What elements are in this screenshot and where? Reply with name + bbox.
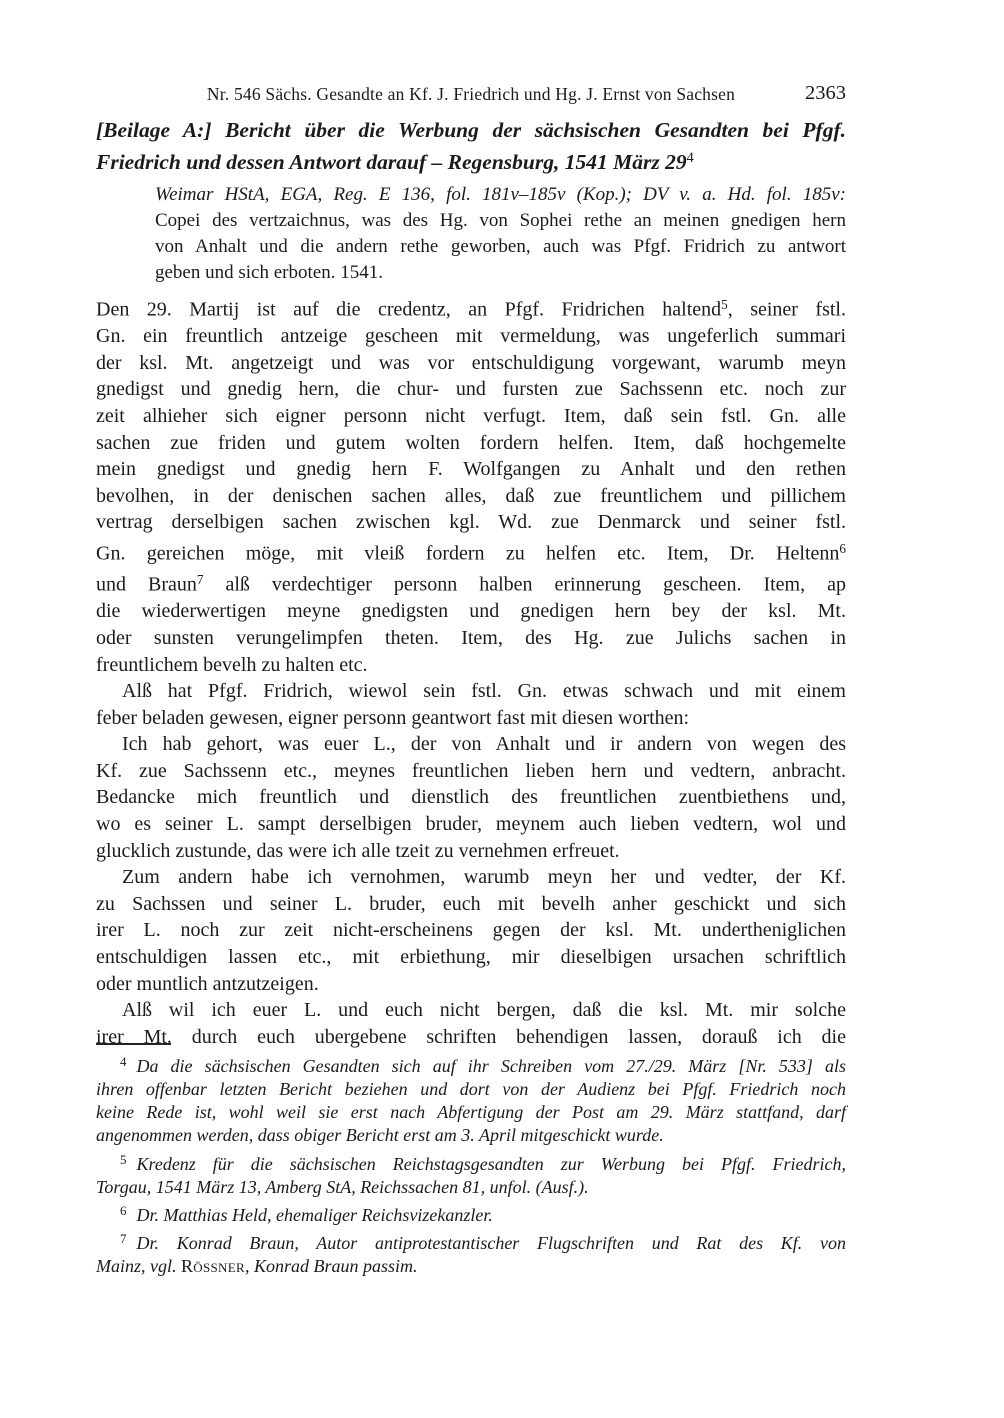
text-span: irer Mt. durch euch ubergebene schriften behendigen lassen, dorauß ich die xyxy=(96,1025,846,1048)
paragraph-2 xyxy=(96,678,846,731)
footnote-line xyxy=(96,1101,846,1124)
text-span: sachen zue friden und gutem wolten fordern helfen. Item, daß hochgemelte xyxy=(96,431,846,454)
text-span: Copei des vertzaichnus, was des Hg. von Sophei rethe an meinen gnedigen hern xyxy=(155,210,846,231)
text-span: Kf. zue Sachssenn etc., meynes freuntlichen lieben hern und vedtern, anbracht. xyxy=(96,759,846,782)
body-line xyxy=(96,430,846,457)
text-span: Kredenz für die sächsischen Reichstagsgesandten zur Werbung bei Pfgf. Friedrich, xyxy=(136,1153,846,1174)
text-span: Gn. ein freuntlich antzeige gescheen mit vermeldung, was ungeferlich summari xyxy=(96,325,846,348)
footnote-line xyxy=(96,1078,846,1101)
footnote-line xyxy=(96,1176,846,1199)
body-line xyxy=(96,350,846,377)
footnote-5 xyxy=(96,1148,846,1199)
text-span: irer L. noch zur zeit nicht-erscheinens gegen der ksl. Mt. undertheniglichen xyxy=(96,919,846,942)
text-span: Bedancke mich freuntlich und dienstlich des freuntlichen zuentbiethens und, xyxy=(96,786,846,809)
text-span: Weimar HStA, EGA, Reg. E 136, fol. 181v–185v (Kop.); DV v. a. Hd. fol. 185v: xyxy=(155,184,846,205)
title-line xyxy=(96,144,846,176)
text-span: Torgau, 1541 März 13, Amberg StA, Reichssachen 81, unfol. (Ausf.). xyxy=(96,1176,589,1197)
text-span: zeit alhieher sich eigner personn nicht verfugt. Item, daß sein fstl. Gn. alle xyxy=(96,404,846,427)
body-line xyxy=(96,292,846,323)
text-span: die wiederwertigen meyne gnedigsten und gnedigen hern bey der ksl. Mt. xyxy=(96,600,846,623)
body-line xyxy=(96,971,846,998)
text-span: , seiner fstl. xyxy=(727,298,846,321)
body-line xyxy=(96,784,846,811)
paragraph-5 xyxy=(96,997,846,1050)
page-header xyxy=(96,81,846,107)
body-line xyxy=(96,1024,846,1051)
paragraph-1 xyxy=(96,292,846,678)
text-span: Gn. gereichen möge, mit vleiß fordern zu helfen etc. Item, Dr. Heltenn xyxy=(96,542,840,565)
footnote-line xyxy=(96,1199,846,1227)
paragraph-4 xyxy=(96,864,846,997)
body-line xyxy=(96,376,846,403)
source-line xyxy=(155,234,846,260)
text-span: Dr. Matthias Held, ehemaliger Reichsvizekanzler. xyxy=(136,1204,493,1225)
footnote-reference: 6 xyxy=(839,540,846,556)
text-span: Mainz, vgl. xyxy=(96,1255,181,1276)
paragraph-3 xyxy=(96,731,846,864)
text-span: , Konrad Braun passim. xyxy=(244,1255,418,1276)
text-span: Dr. Konrad Braun, Autor antiprotestantischer Flugschriften und Rat des Kf. von xyxy=(136,1232,846,1253)
body-line xyxy=(96,652,846,679)
text-span: Rössner xyxy=(181,1255,245,1276)
body-line xyxy=(96,731,846,758)
text-span: oder sunsten verungelimpfen theten. Item, des Hg. zue Julichs sachen in xyxy=(96,626,846,649)
text-span: oder muntlich antzutzeigen. xyxy=(96,972,319,995)
body-text xyxy=(96,292,846,1050)
running-title: Nr. 546 Sächs. Gesandte an Kf. J. Friedrich und Hg. J. Ernst von Sachsen xyxy=(206,84,736,104)
footnote-marker: 6 xyxy=(120,1202,127,1218)
text-span: wo es seiner L. sampt derselbigen bruder, meynem auch lieben vedtern, wol und xyxy=(96,813,846,836)
source-line xyxy=(155,208,846,234)
text-span: von Anhalt und die andern rethe geworben, auch was Pfgf. Fridrich zu antwort xyxy=(155,236,846,257)
body-line xyxy=(96,483,846,510)
body-line xyxy=(96,598,846,625)
body-line xyxy=(96,403,846,430)
text-span: der ksl. Mt. angetzeigt und was vor entschuldigung vorgewant, warumb meyn xyxy=(96,351,846,374)
body-line xyxy=(96,323,846,350)
footnote-7 xyxy=(96,1227,846,1278)
body-line xyxy=(96,625,846,652)
document-title xyxy=(96,116,846,176)
body-line xyxy=(96,567,846,598)
text-span: entschuldigen lassen etc., mit erbiethung, mir dieselbigen ursachen schriftlich xyxy=(96,946,846,969)
footnote-reference: 7 xyxy=(196,572,204,588)
footnote-line xyxy=(96,1227,846,1255)
body-line xyxy=(96,891,846,918)
text-span: ihren offenbar letzten Bericht beziehen und dort von der Audienz bei Pfgf. Friedrich noch xyxy=(96,1079,846,1100)
text-span: gnedigst und gnedig hern, die chur- und fursten zue Sachssenn etc. noch zur xyxy=(96,378,846,401)
text-span: freuntlichem bevelh zu halten etc. xyxy=(96,653,368,676)
text-span: Zum andern habe ich vernohmen, warumb meyn her und vedter, der Kf. xyxy=(122,866,846,889)
body-line xyxy=(96,838,846,865)
text-span: Alß hat Pfgf. Fridrich, wiewol sein fstl. Gn. etwas schwach und mit einem xyxy=(122,680,846,703)
body-line xyxy=(96,811,846,838)
source-note xyxy=(155,182,846,286)
text-span: Alß wil ich euer L. und euch nicht bergen, daß die ksl. Mt. mir solche xyxy=(122,999,846,1022)
text-span: bevolhen, in der denischen sachen alles, daß zue freuntlichem und pillichem xyxy=(96,484,846,507)
footnote-reference: 4 xyxy=(686,150,694,166)
text-span: [Beilage A:] Bericht über die Werbung der sächsischen Gesandten bei Pfgf. xyxy=(96,118,846,142)
text-span: mein gnedigst und gnedig hern F. Wolfgangen zu Anhalt und den rethen xyxy=(96,458,846,481)
body-line xyxy=(96,678,846,705)
title-line xyxy=(96,116,846,144)
footnote-line xyxy=(96,1148,846,1176)
text-span: glucklich zustunde, das were ich alle tzeit zu vernehmen erfreuet. xyxy=(96,839,620,862)
text-span: Friedrich und dessen Antwort darauf – Regensburg, 1541 März 29 xyxy=(96,150,687,175)
body-line xyxy=(96,456,846,483)
body-line xyxy=(96,509,846,536)
text-span: Den 29. Martij ist auf die credentz, an Pfgf. Fridrichen haltend xyxy=(96,298,722,321)
text-span: feber beladen gewesen, eigner personn geantwort fast mit diesen worthen: xyxy=(96,706,690,729)
body-line xyxy=(96,917,846,944)
text-span: alß verdechtiger personn halben erinnerung gescheen. Item, ap xyxy=(203,573,846,596)
body-line xyxy=(96,997,846,1024)
body-line xyxy=(96,864,846,891)
footnotes xyxy=(96,1050,846,1278)
footnote-6 xyxy=(96,1199,846,1227)
text-span: Ich hab gehort, was euer L., der von Anhalt und ir andern von wegen des xyxy=(122,733,846,756)
body-line xyxy=(96,536,846,567)
source-line xyxy=(155,182,846,208)
footnote-marker: 7 xyxy=(120,1230,127,1246)
text-span: geben und sich erboten. 1541. xyxy=(155,262,383,283)
body-line xyxy=(96,944,846,971)
footnote-line xyxy=(96,1124,846,1147)
text-span: vertrag derselbigen sachen zwischen kgl. Wd. zue Denmarck und seiner fstl. xyxy=(96,511,846,534)
footnote-marker: 4 xyxy=(120,1054,127,1069)
footnote-line xyxy=(96,1050,846,1078)
text-span: angenommen werden, dass obiger Bericht erst am 3. April mitgeschickt wurde. xyxy=(96,1125,664,1146)
text-span: keine Rede ist, wohl weil sie erst nach Abfertigung der Post am 29. März stattfand, darf xyxy=(96,1102,846,1123)
body-line xyxy=(96,758,846,785)
footnote-reference: 5 xyxy=(721,297,728,312)
body-line xyxy=(96,705,846,732)
footnote-line xyxy=(96,1255,846,1278)
text-span: Da die sächsischen Gesandten sich auf ihr Schreiben vom 27./29. März [Nr. 533] als xyxy=(136,1055,846,1076)
text-span: und Braun xyxy=(96,573,197,596)
source-line xyxy=(155,260,846,286)
page-number: 2363 xyxy=(805,82,846,104)
footnote-marker: 5 xyxy=(120,1151,127,1167)
text-span: zu Sachssen und seiner L. bruder, euch mit bevelh anher geschickt und sich xyxy=(96,892,846,915)
footnote-separator-rule xyxy=(96,1043,171,1045)
footnote-4 xyxy=(96,1050,846,1148)
